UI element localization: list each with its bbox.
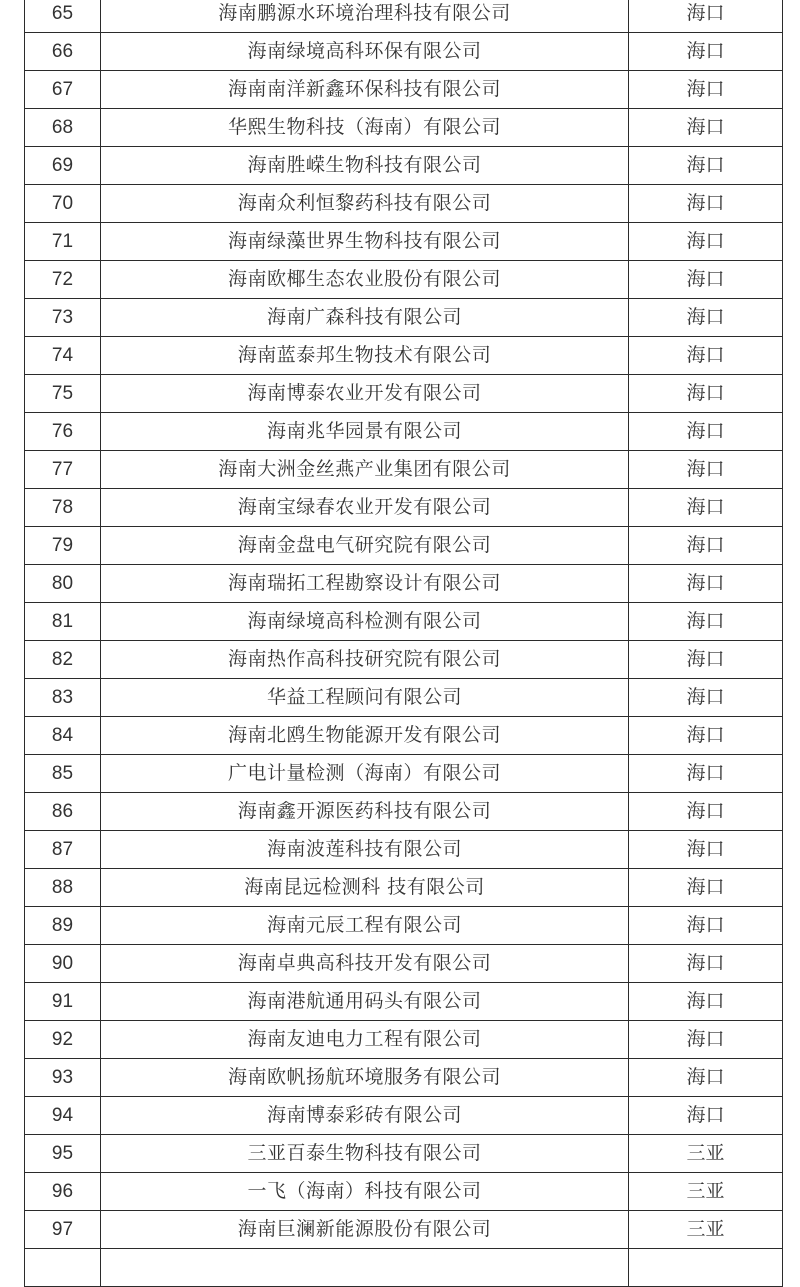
table-row bbox=[25, 603, 783, 641]
company-name: 海南元辰工程有限公司 bbox=[101, 907, 629, 945]
table-row bbox=[25, 527, 783, 565]
row-number: 82 bbox=[25, 641, 101, 679]
company-name: 一飞（海南）科技有限公司 bbox=[101, 1173, 629, 1211]
company-table-body bbox=[25, 0, 783, 1287]
table-row bbox=[25, 869, 783, 907]
company-name: 海南欧帆扬航环境服务有限公司 bbox=[101, 1059, 629, 1097]
table-row bbox=[25, 945, 783, 983]
table-row bbox=[25, 1173, 783, 1211]
row-number: 77 bbox=[25, 451, 101, 489]
city-name: 海口 bbox=[629, 0, 783, 33]
company-name: 海南巨澜新能源股份有限公司 bbox=[101, 1211, 629, 1249]
city-name: 海口 bbox=[629, 945, 783, 983]
row-number: 94 bbox=[25, 1097, 101, 1135]
row-number: 79 bbox=[25, 527, 101, 565]
table-row bbox=[25, 793, 783, 831]
table-row bbox=[25, 33, 783, 71]
city-name: 海口 bbox=[629, 71, 783, 109]
row-number: 91 bbox=[25, 983, 101, 1021]
table-row bbox=[25, 641, 783, 679]
table-row bbox=[25, 831, 783, 869]
company-name: 海南友迪电力工程有限公司 bbox=[101, 1021, 629, 1059]
table-row bbox=[25, 299, 783, 337]
city-name: 海口 bbox=[629, 527, 783, 565]
company-name: 海南昆远检测科 技有限公司 bbox=[101, 869, 629, 907]
row-number: 68 bbox=[25, 109, 101, 147]
table-row bbox=[25, 907, 783, 945]
row-number: 81 bbox=[25, 603, 101, 641]
company-name: 海南北鸥生物能源开发有限公司 bbox=[101, 717, 629, 755]
company-name: 海南卓典高科技开发有限公司 bbox=[101, 945, 629, 983]
row-number: 93 bbox=[25, 1059, 101, 1097]
row-number: 92 bbox=[25, 1021, 101, 1059]
table-row bbox=[25, 717, 783, 755]
table-row bbox=[25, 755, 783, 793]
row-number: 72 bbox=[25, 261, 101, 299]
row-number: 71 bbox=[25, 223, 101, 261]
city-name: 三亚 bbox=[629, 1173, 783, 1211]
table-row bbox=[25, 679, 783, 717]
city-name: 海口 bbox=[629, 717, 783, 755]
table-row bbox=[25, 0, 783, 33]
row-number: 80 bbox=[25, 565, 101, 603]
company-name: 海南胜嵘生物科技有限公司 bbox=[101, 147, 629, 185]
company-name: 海南热作高科技研究院有限公司 bbox=[101, 641, 629, 679]
row-number: 96 bbox=[25, 1173, 101, 1211]
table-row bbox=[25, 337, 783, 375]
city-name: 海口 bbox=[629, 337, 783, 375]
table-row bbox=[25, 223, 783, 261]
table-row bbox=[25, 261, 783, 299]
city-name: 海口 bbox=[629, 1059, 783, 1097]
city-name: 海口 bbox=[629, 413, 783, 451]
row-number: 75 bbox=[25, 375, 101, 413]
company-name: 海南蓝泰邦生物技术有限公司 bbox=[101, 337, 629, 375]
row-number: 67 bbox=[25, 71, 101, 109]
table-row bbox=[25, 375, 783, 413]
company-name: 海南博泰彩砖有限公司 bbox=[101, 1097, 629, 1135]
row-number: 86 bbox=[25, 793, 101, 831]
company-name: 海南大洲金丝燕产业集团有限公司 bbox=[101, 451, 629, 489]
company-name: 华熙生物科技（海南）有限公司 bbox=[101, 109, 629, 147]
table-row bbox=[25, 1211, 783, 1249]
table-row bbox=[25, 185, 783, 223]
city-name: 三亚 bbox=[629, 1211, 783, 1249]
table-row bbox=[25, 565, 783, 603]
city-name: 海口 bbox=[629, 299, 783, 337]
city-name: 海口 bbox=[629, 641, 783, 679]
table-row bbox=[25, 1135, 783, 1173]
table-row bbox=[25, 1097, 783, 1135]
row-number: 78 bbox=[25, 489, 101, 527]
table-row bbox=[25, 1059, 783, 1097]
table-row bbox=[25, 451, 783, 489]
row-number: 70 bbox=[25, 185, 101, 223]
company-name: 广电计量检测（海南）有限公司 bbox=[101, 755, 629, 793]
row-number: 66 bbox=[25, 33, 101, 71]
row-number: 88 bbox=[25, 869, 101, 907]
row-number: 90 bbox=[25, 945, 101, 983]
company-name: 海南绿境高科检测有限公司 bbox=[101, 603, 629, 641]
table-row bbox=[25, 1249, 783, 1287]
table-row bbox=[25, 147, 783, 185]
city-name: 海口 bbox=[629, 185, 783, 223]
company-name: 海南绿境高科环保有限公司 bbox=[101, 33, 629, 71]
row-number: 74 bbox=[25, 337, 101, 375]
company-name: 海南众利恒黎药科技有限公司 bbox=[101, 185, 629, 223]
city-name: 海口 bbox=[629, 793, 783, 831]
company-name: 海南波莲科技有限公司 bbox=[101, 831, 629, 869]
city-name: 海口 bbox=[629, 33, 783, 71]
row-number: 89 bbox=[25, 907, 101, 945]
company-name: 海南金盘电气研究院有限公司 bbox=[101, 527, 629, 565]
city-name: 海口 bbox=[629, 1097, 783, 1135]
row-number: 85 bbox=[25, 755, 101, 793]
row-number: 97 bbox=[25, 1211, 101, 1249]
row-number: 84 bbox=[25, 717, 101, 755]
row-number: 69 bbox=[25, 147, 101, 185]
company-name: 海南兆华园景有限公司 bbox=[101, 413, 629, 451]
table-row bbox=[25, 109, 783, 147]
company-name: 海南绿藻世界生物科技有限公司 bbox=[101, 223, 629, 261]
city-name: 海口 bbox=[629, 147, 783, 185]
company-name: 海南宝绿春农业开发有限公司 bbox=[101, 489, 629, 527]
city-name: 海口 bbox=[629, 489, 783, 527]
row-number: 83 bbox=[25, 679, 101, 717]
city-name: 海口 bbox=[629, 223, 783, 261]
company-name bbox=[101, 1249, 629, 1287]
city-name: 海口 bbox=[629, 109, 783, 147]
company-name: 海南港航通用码头有限公司 bbox=[101, 983, 629, 1021]
row-number: 73 bbox=[25, 299, 101, 337]
city-name bbox=[629, 1249, 783, 1287]
city-name: 海口 bbox=[629, 451, 783, 489]
company-name: 海南南洋新鑫环保科技有限公司 bbox=[101, 71, 629, 109]
company-name: 海南鑫开源医药科技有限公司 bbox=[101, 793, 629, 831]
city-name: 海口 bbox=[629, 1021, 783, 1059]
city-name: 海口 bbox=[629, 831, 783, 869]
row-number: 87 bbox=[25, 831, 101, 869]
city-name: 海口 bbox=[629, 755, 783, 793]
city-name: 海口 bbox=[629, 907, 783, 945]
table-row bbox=[25, 983, 783, 1021]
table-row bbox=[25, 413, 783, 451]
city-name: 海口 bbox=[629, 603, 783, 641]
table-row bbox=[25, 71, 783, 109]
company-name: 三亚百泰生物科技有限公司 bbox=[101, 1135, 629, 1173]
city-name: 三亚 bbox=[629, 1135, 783, 1173]
company-name: 海南博泰农业开发有限公司 bbox=[101, 375, 629, 413]
company-name: 海南瑞拓工程勘察设计有限公司 bbox=[101, 565, 629, 603]
city-name: 海口 bbox=[629, 375, 783, 413]
city-name: 海口 bbox=[629, 869, 783, 907]
company-name: 海南欧椰生态农业股份有限公司 bbox=[101, 261, 629, 299]
row-number: 65 bbox=[25, 0, 101, 33]
company-table bbox=[24, 0, 783, 1287]
row-number: 95 bbox=[25, 1135, 101, 1173]
table-row bbox=[25, 1021, 783, 1059]
row-number bbox=[25, 1249, 101, 1287]
company-name: 海南广森科技有限公司 bbox=[101, 299, 629, 337]
city-name: 海口 bbox=[629, 679, 783, 717]
table-row bbox=[25, 489, 783, 527]
city-name: 海口 bbox=[629, 261, 783, 299]
row-number: 76 bbox=[25, 413, 101, 451]
company-name: 海南鹏源水环境治理科技有限公司 bbox=[101, 0, 629, 33]
city-name: 海口 bbox=[629, 565, 783, 603]
city-name: 海口 bbox=[629, 983, 783, 1021]
company-name: 华益工程顾问有限公司 bbox=[101, 679, 629, 717]
